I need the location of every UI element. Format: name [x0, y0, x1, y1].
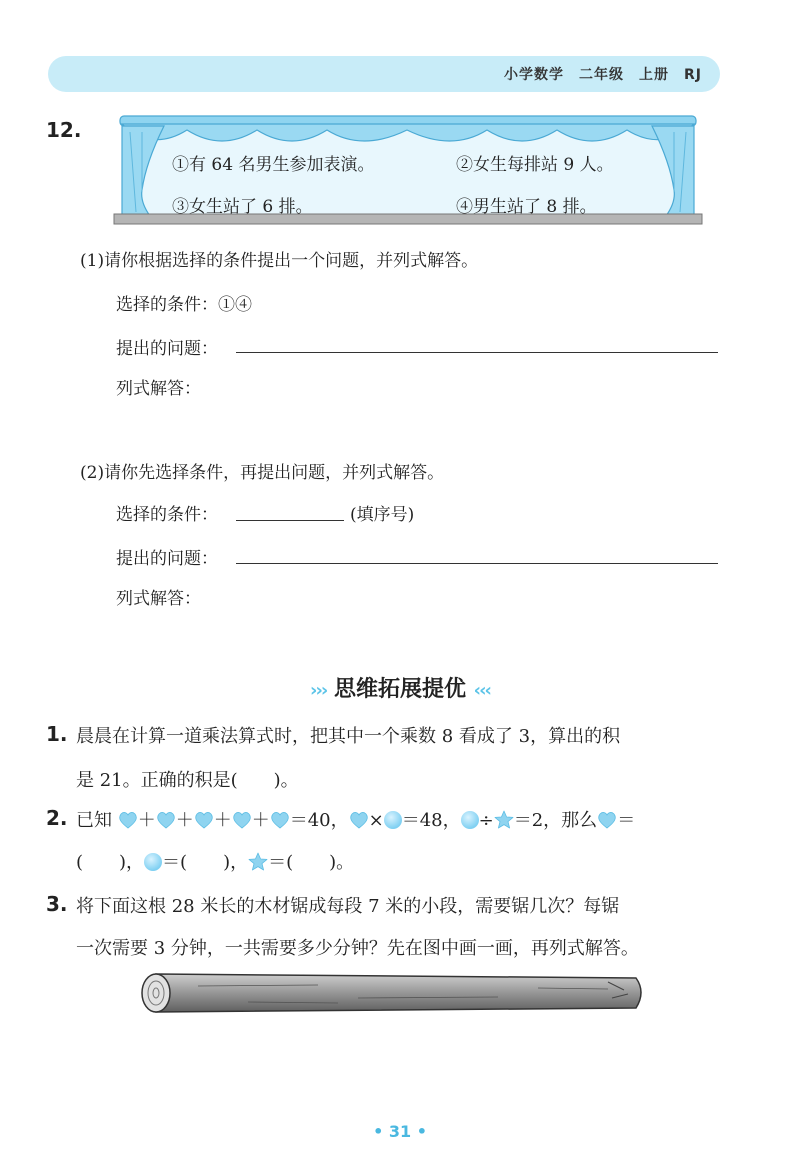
equals-40: ＝40， — [289, 810, 349, 831]
condition-3: ③女生站了 6 排。 — [172, 197, 313, 217]
part1-question-answer-line[interactable] — [236, 352, 718, 353]
heart-icon — [270, 811, 290, 829]
answer-blank-circle: ＝( )， — [162, 852, 249, 873]
header-bar — [48, 56, 720, 92]
problem-number-3: 3. — [46, 892, 68, 916]
part2-solve-label: 列式解答： — [116, 589, 201, 609]
header-text: 小学数学 二年级 上册 RJ — [504, 67, 702, 83]
condition-4: ④男生站了 8 排。 — [456, 197, 597, 217]
part2-question-label: 提出的问题： — [116, 549, 218, 569]
part2-selected-answer-line[interactable] — [236, 520, 344, 521]
plus-sign: ＋ — [251, 810, 270, 831]
divide-sign: ÷ — [478, 810, 494, 831]
equals-sign: ＝ — [617, 810, 636, 831]
circle-icon — [384, 811, 402, 829]
condition-2: ②女生每排站 9 人。 — [456, 155, 614, 175]
problem-1-line-1: 晨晨在计算一道乘法算式时，把其中一个乘数 8 看成了 3，算出的积 — [76, 726, 621, 747]
plus-sign: ＋ — [175, 810, 194, 831]
heart-icon — [194, 811, 214, 829]
problem-2-line-1 — [76, 806, 635, 832]
plus-sign: ＋ — [213, 810, 232, 831]
text-known: 已知 — [76, 810, 112, 831]
circle-icon — [461, 811, 479, 829]
part2-question-answer-line[interactable] — [236, 563, 718, 564]
part2-prompt: (2)请你先选择条件，再提出问题，并列式解答。 — [80, 463, 445, 483]
section-title-text: 思维拓展提优 — [333, 677, 466, 702]
heart-icon — [232, 811, 252, 829]
answer-blank-star: ＝( )。 — [268, 852, 355, 873]
heart-icon — [597, 811, 617, 829]
problem-3-line-2: 一次需要 3 分钟，一共需要多少分钟？先在图中画一画，再列式解答。 — [76, 938, 639, 959]
star-icon — [248, 852, 268, 872]
condition-1: ①有 64 名男生参加表演。 — [172, 155, 375, 175]
part2-selected-hint: (填序号) — [350, 505, 415, 525]
problem-number-2: 2. — [46, 806, 68, 830]
part1-prompt: (1)请你根据选择的条件提出一个问题，并列式解答。 — [80, 251, 479, 271]
part1-selected-conditions: 选择的条件：①④ — [116, 295, 252, 315]
problem-3-line-1: 将下面这根 28 米长的木材锯成每段 7 米的小段，需要锯几次？每锯 — [76, 896, 620, 917]
question-number-12: 12. — [46, 118, 82, 142]
heart-icon — [349, 811, 369, 829]
answer-blank-heart: ( )， — [76, 852, 145, 873]
problem-2-line-2 — [76, 848, 354, 874]
equals-48: ＝48， — [401, 810, 461, 831]
star-icon — [494, 810, 514, 830]
plus-sign: ＋ — [137, 810, 156, 831]
part1-question-label: 提出的问题： — [116, 339, 218, 359]
heart-icon — [118, 811, 138, 829]
problem-1-line-2: 是 21。正确的积是( )。 — [76, 770, 299, 791]
chevron-right-decoration: ››› — [310, 680, 327, 701]
part1-solve-label: 列式解答： — [116, 379, 201, 399]
heart-icon — [156, 811, 176, 829]
part2-selected-label: 选择的条件： — [116, 505, 218, 525]
equals-2-then: ＝2，那么 — [513, 810, 598, 831]
circle-icon — [144, 853, 162, 871]
wood-log-illustration — [138, 968, 650, 1018]
page-number: • 31 • — [373, 1122, 427, 1141]
times-sign: × — [368, 810, 384, 831]
chevron-left-decoration: ‹‹‹ — [473, 680, 490, 701]
section-title — [0, 672, 800, 703]
problem-number-1: 1. — [46, 722, 68, 746]
